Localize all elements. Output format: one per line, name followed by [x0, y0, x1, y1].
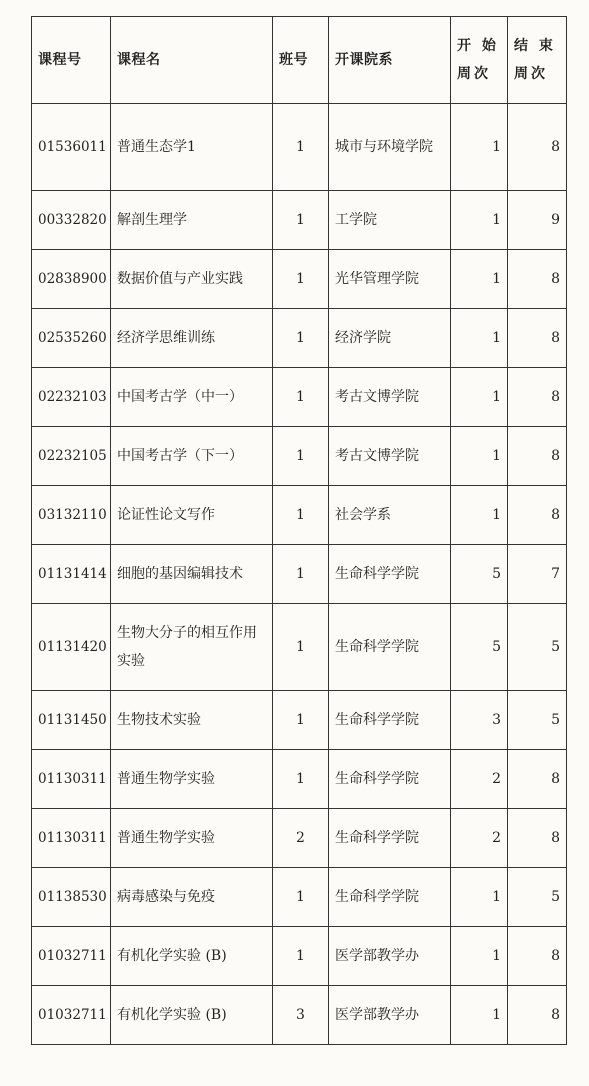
- department-cell: 医学部教学办: [329, 986, 451, 1045]
- table-row: [32, 868, 567, 927]
- class-number-cell: 1: [273, 191, 329, 250]
- course-code-cell: 00332820: [32, 191, 111, 250]
- start-week-cell: 1: [451, 868, 508, 927]
- start-week-cell: 1: [451, 427, 508, 486]
- start-week-cell: 3: [451, 691, 508, 750]
- header-start-week: 开 始 周次: [451, 17, 508, 104]
- course-code-cell: 02232105: [32, 427, 111, 486]
- course-name-cell: 有机化学实验 (B): [111, 927, 273, 986]
- end-week-cell: 8: [508, 250, 567, 309]
- start-week-cell: 1: [451, 191, 508, 250]
- course-code-cell: 01536011: [32, 104, 111, 191]
- end-week-cell: 8: [508, 986, 567, 1045]
- department-cell: 经济学院: [329, 309, 451, 368]
- start-week-cell: 1: [451, 309, 508, 368]
- end-week-cell: 8: [508, 309, 567, 368]
- header-end-week: 结 束 周次: [508, 17, 567, 104]
- class-number-cell: 1: [273, 309, 329, 368]
- department-cell: 生命科学学院: [329, 545, 451, 604]
- department-cell: 工学院: [329, 191, 451, 250]
- end-week-cell: 8: [508, 486, 567, 545]
- course-table: [31, 16, 567, 1045]
- class-number-cell: 1: [273, 691, 329, 750]
- course-code-cell: 01130311: [32, 750, 111, 809]
- start-week-cell: 1: [451, 986, 508, 1045]
- course-name-cell: 细胞的基因编辑技术: [111, 545, 273, 604]
- course-code-cell: 01032711: [32, 986, 111, 1045]
- course-code-cell: 02232103: [32, 368, 111, 427]
- table-row: [32, 986, 567, 1045]
- header-course-code: 课程号: [32, 17, 111, 104]
- header-course-name: 课程名: [111, 17, 273, 104]
- department-cell: 城市与环境学院: [329, 104, 451, 191]
- class-number-cell: 2: [273, 809, 329, 868]
- course-name-cell: 生物技术实验: [111, 691, 273, 750]
- department-cell: 生命科学学院: [329, 604, 451, 691]
- department-cell: 生命科学学院: [329, 750, 451, 809]
- course-name-cell: 解剖生理学: [111, 191, 273, 250]
- table-row: [32, 309, 567, 368]
- table-row: [32, 545, 567, 604]
- course-code-cell: 01131414: [32, 545, 111, 604]
- class-number-cell: 1: [273, 545, 329, 604]
- course-name-cell: 经济学思维训练: [111, 309, 273, 368]
- course-name-cell: 有机化学实验 (B): [111, 986, 273, 1045]
- course-name-cell: 中国考古学（下一）: [111, 427, 273, 486]
- end-week-cell: 5: [508, 691, 567, 750]
- department-cell: 社会学系: [329, 486, 451, 545]
- course-name-cell: 论证性论文写作: [111, 486, 273, 545]
- table-row: [32, 750, 567, 809]
- department-cell: 医学部教学办: [329, 927, 451, 986]
- department-cell: 生命科学学院: [329, 691, 451, 750]
- end-week-cell: 8: [508, 368, 567, 427]
- class-number-cell: 1: [273, 868, 329, 927]
- department-cell: 光华管理学院: [329, 250, 451, 309]
- table-row: [32, 191, 567, 250]
- table-row: [32, 809, 567, 868]
- class-number-cell: 1: [273, 250, 329, 309]
- start-week-cell: 1: [451, 250, 508, 309]
- end-week-cell: 8: [508, 427, 567, 486]
- end-week-cell: 7: [508, 545, 567, 604]
- course-code-cell: 01131420: [32, 604, 111, 691]
- table-row: [32, 691, 567, 750]
- course-name-cell: 中国考古学（中一）: [111, 368, 273, 427]
- class-number-cell: 1: [273, 604, 329, 691]
- start-week-cell: 1: [451, 486, 508, 545]
- start-week-cell: 5: [451, 604, 508, 691]
- end-week-cell: 8: [508, 104, 567, 191]
- course-name-cell: 数据价值与产业实践: [111, 250, 273, 309]
- department-cell: 考古文博学院: [329, 368, 451, 427]
- course-name-cell: 普通生物学实验: [111, 750, 273, 809]
- start-week-cell: 1: [451, 104, 508, 191]
- course-name-cell: 普通生物学实验: [111, 809, 273, 868]
- class-number-cell: 1: [273, 427, 329, 486]
- department-cell: 生命科学学院: [329, 868, 451, 927]
- end-week-cell: 8: [508, 809, 567, 868]
- course-code-cell: 02838900: [32, 250, 111, 309]
- start-week-cell: 1: [451, 368, 508, 427]
- table-row: [32, 604, 567, 691]
- department-cell: 考古文博学院: [329, 427, 451, 486]
- class-number-cell: 3: [273, 986, 329, 1045]
- start-week-cell: 2: [451, 750, 508, 809]
- department-cell: 生命科学学院: [329, 809, 451, 868]
- course-code-cell: 01131450: [32, 691, 111, 750]
- table-row: [32, 927, 567, 986]
- class-number-cell: 1: [273, 486, 329, 545]
- table-row: [32, 427, 567, 486]
- end-week-cell: 8: [508, 927, 567, 986]
- table-row: [32, 250, 567, 309]
- course-name-cell: 生物大分子的相互作用实验: [111, 604, 273, 691]
- table-row: [32, 486, 567, 545]
- header-row: [32, 17, 567, 104]
- course-name-cell: 普通生态学1: [111, 104, 273, 191]
- course-name-cell: 病毒感染与免疫: [111, 868, 273, 927]
- class-number-cell: 1: [273, 368, 329, 427]
- course-code-cell: 01138530: [32, 868, 111, 927]
- header-department: 开课院系: [329, 17, 451, 104]
- course-code-cell: 02535260: [32, 309, 111, 368]
- header-class-number: 班号: [273, 17, 329, 104]
- table-row: [32, 104, 567, 191]
- course-code-cell: 01130311: [32, 809, 111, 868]
- class-number-cell: 1: [273, 750, 329, 809]
- table-row: [32, 368, 567, 427]
- end-week-cell: 8: [508, 750, 567, 809]
- end-week-cell: 9: [508, 191, 567, 250]
- class-number-cell: 1: [273, 927, 329, 986]
- course-code-cell: 01032711: [32, 927, 111, 986]
- end-week-cell: 5: [508, 868, 567, 927]
- start-week-cell: 2: [451, 809, 508, 868]
- end-week-cell: 5: [508, 604, 567, 691]
- course-code-cell: 03132110: [32, 486, 111, 545]
- start-week-cell: 5: [451, 545, 508, 604]
- class-number-cell: 1: [273, 104, 329, 191]
- start-week-cell: 1: [451, 927, 508, 986]
